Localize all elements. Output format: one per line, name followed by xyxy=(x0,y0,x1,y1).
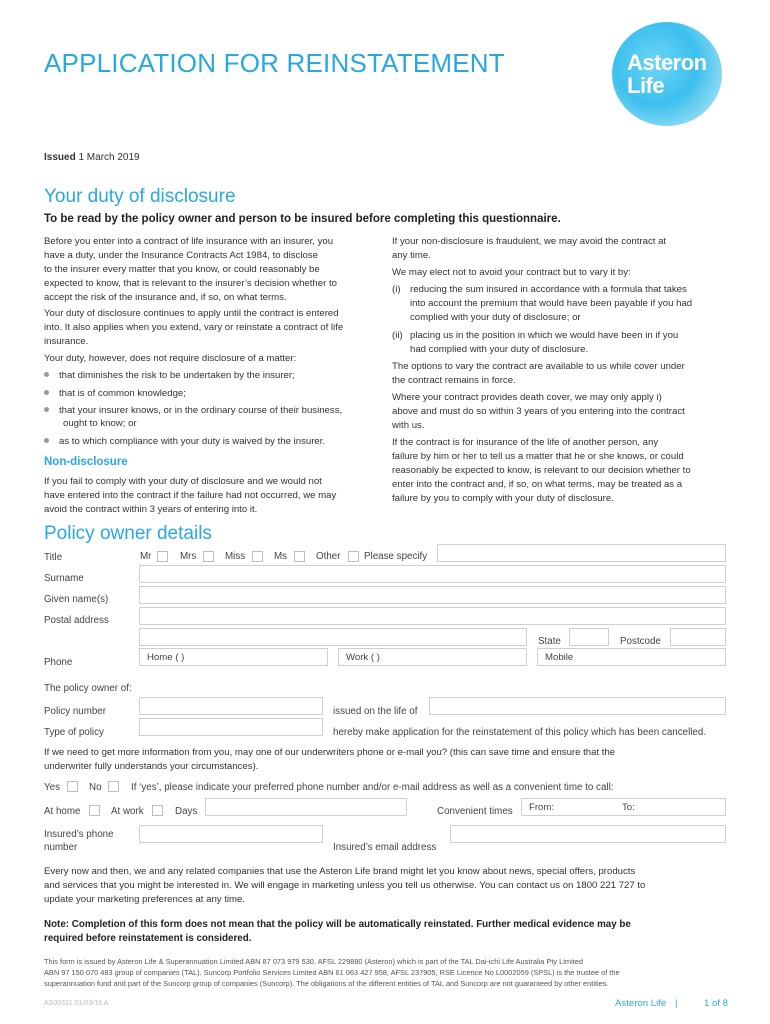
to-label: To: xyxy=(622,802,635,813)
postal-address-field-2[interactable] xyxy=(139,628,527,646)
mobile-label: Mobile xyxy=(545,652,574,663)
item-i-number: (i) xyxy=(392,284,401,295)
issued-date-value: 1 March 2019 xyxy=(78,152,140,163)
days-label: Days xyxy=(175,806,198,817)
text-line: If you fail to comply with your duty of disclosure and we would not xyxy=(44,476,322,487)
at-work-checkbox[interactable] xyxy=(152,805,163,816)
nondisclosure-heading: Non-disclosure xyxy=(44,456,128,468)
bullet-dot-icon xyxy=(44,438,49,443)
title-option-miss-label: Miss xyxy=(225,551,246,562)
convenient-times-label: Convenient times xyxy=(437,806,513,817)
text-line: ABN 97 150 070 483 group of companies (TAL). Suncorp Portfolio Services Limited ABN 61 063 427 958, AFSL 237905, RSE Licence No L0002059 (SPSL) is the trustee of the xyxy=(44,968,620,977)
text-line: superannuation fund and part of the Suncorp group of companies (Suncorp). The obligations of the different entities of TAL and Suncorp are not guaranteed by other entities. xyxy=(44,979,609,988)
state-field[interactable] xyxy=(569,628,609,646)
text-line: any time. xyxy=(392,249,431,261)
text-line: Your duty of disclosure continues to apply until the contract is entered xyxy=(44,308,339,319)
title-specify-field[interactable] xyxy=(437,544,726,562)
bullet-text: that is of common knowledge; xyxy=(59,388,186,399)
insured-email-field[interactable] xyxy=(450,825,726,843)
hereby-apply-text: hereby make application for the reinstatement of this policy which has been cancelled. xyxy=(333,727,707,738)
text-line: Before you enter into a contract of life insurance with an insurer, you xyxy=(44,236,334,247)
from-label: From: xyxy=(529,802,555,813)
text-line: If we need to get more information from you, may one of our underwriters phone or e-mail you? (this can save time and ensure that the xyxy=(44,747,616,758)
postal-address-field[interactable] xyxy=(139,607,726,625)
text-line: This form is issued by Asteron Life & Superannuation Limited ABN 87 073 979 530, AFSL 229880 (Asteron) which is part of the TAL Dai-ichi Life Australia Pty Limited xyxy=(44,957,583,966)
convenient-times-field[interactable] xyxy=(521,798,726,816)
home-label: Home ( ) xyxy=(147,652,185,663)
page-title: APPLICATION FOR REINSTATEMENT xyxy=(44,48,505,78)
bullet-item xyxy=(44,436,325,447)
text-line: have entered into the contract if the failure had not occurred, we may xyxy=(44,489,337,501)
footer-separator: | xyxy=(675,998,678,1009)
text-line: had complied with your duty of disclosure. xyxy=(410,343,589,355)
title-option-mrs-label: Mrs xyxy=(180,551,197,562)
at-home-label: At home xyxy=(44,806,81,817)
given-names-field[interactable] xyxy=(139,586,726,604)
text-line: reasonably be expected to know, is relevant to our decision whether to xyxy=(392,464,691,476)
bullet-continuation: ought to know; or xyxy=(63,418,137,429)
disclosure-right-p3 xyxy=(392,360,685,388)
policy-number-field[interactable] xyxy=(139,697,323,715)
disclosure-right-p4 xyxy=(392,391,685,433)
postcode-label: Postcode xyxy=(620,636,661,647)
disclosure-heading: Your duty of disclosure xyxy=(44,186,236,207)
text-line: to the insurer every matter that you know, or could reasonably be xyxy=(44,263,320,275)
logo-text-line2: Life xyxy=(627,73,665,98)
item-i-text xyxy=(410,283,692,325)
text-line: reducing the sum insured in accordance with a formula that takes xyxy=(410,284,687,295)
issued-on-life-label: issued on the life of xyxy=(333,706,418,717)
text-line: above and must do so within 3 years of you entering into the contract xyxy=(392,405,685,417)
insured-phone-label-2: number xyxy=(44,842,78,853)
disclosure-instruction: To be read by the policy owner and person to be insured before completing this questionnaire. xyxy=(44,213,561,225)
text-line: If your non-disclosure is fraudulent, we may avoid the contract at xyxy=(392,236,667,247)
text-line: Every now and then, we and any related companies that use the Asteron Life brand might let you know about news, special offers, products xyxy=(44,866,636,877)
title-other-checkbox[interactable] xyxy=(348,551,359,562)
state-label: State xyxy=(538,636,561,647)
bullet-item xyxy=(44,388,186,399)
reinstatement-note xyxy=(44,918,631,946)
type-of-policy-field[interactable] xyxy=(139,718,323,736)
text-line: update your marketing preferences at any time. xyxy=(44,893,246,905)
surname-field[interactable] xyxy=(139,565,726,583)
text-line: accept the risk of the insurance and, if so, on what terms. xyxy=(44,291,287,303)
if-yes-instruction: If ‘yes’, please indicate your preferred phone number and/or e-mail address as well as a convenient time to call: xyxy=(131,782,614,793)
title-ms-checkbox[interactable] xyxy=(294,551,305,562)
title-miss-checkbox[interactable] xyxy=(252,551,263,562)
text-line: and services that you might be interested in. We will engage in marketing unless you tell us otherwise. You can contact us on 1800 221 727 to xyxy=(44,879,646,891)
text-line: required before reinstatement is considered. xyxy=(44,933,252,944)
disclosure-right-p5 xyxy=(392,436,691,506)
text-line: failure by him or her to tell us a matter that he or she knows, or could xyxy=(392,450,684,462)
text-line: into account the premium that would have been payable if you had xyxy=(410,297,693,309)
disclosure-left-p1 xyxy=(44,235,337,305)
disclosure-left-p2 xyxy=(44,307,343,349)
type-of-policy-label: Type of policy xyxy=(44,727,104,738)
legal-fine-print xyxy=(44,956,620,989)
nondisclosure-text xyxy=(44,475,336,517)
text-line: Your duty, however, does not require disclosure of a matter: xyxy=(44,353,297,364)
issued-label: Issued xyxy=(44,152,76,163)
text-line: into. It also applies when you extend, vary or reinstate a contract of life xyxy=(44,321,344,333)
insured-email-label: Insured’s email address xyxy=(333,842,437,853)
yes-label: Yes xyxy=(44,782,60,793)
title-mr-checkbox[interactable] xyxy=(157,551,168,562)
disclosure-right-p2 xyxy=(392,266,631,280)
footer-brand: Asteron Life xyxy=(615,998,667,1009)
page-number: 1 of 8 xyxy=(704,998,729,1009)
contact-question xyxy=(44,746,615,774)
text-line: with us. xyxy=(392,419,425,431)
item-ii-number: (ii) xyxy=(392,330,403,341)
text-line: The options to vary the contract are available to us while cover under xyxy=(392,361,685,372)
policy-owner-heading: Policy owner details xyxy=(44,523,212,544)
text-line: expected to know, that is relevant to the insurer’s decision whether to xyxy=(44,277,337,289)
title-option-ms-label: Ms xyxy=(274,551,288,562)
text-line: avoid the contract within 3 years of entering into it. xyxy=(44,503,258,515)
days-field[interactable] xyxy=(205,798,407,816)
surname-label: Surname xyxy=(44,573,84,584)
postcode-field[interactable] xyxy=(670,628,726,646)
text-line: Where your contract provides death cover, we may only apply i) xyxy=(392,392,662,403)
no-label: No xyxy=(89,782,102,793)
work-label: Work ( ) xyxy=(346,652,380,663)
phone-label: Phone xyxy=(44,657,73,668)
form-code: AS00331 01/03/19 A xyxy=(44,1000,109,1007)
marketing-text xyxy=(44,865,645,907)
bullet-dot-icon xyxy=(44,407,49,412)
text-line: the contract remains in force. xyxy=(392,374,516,386)
bullet-dot-icon xyxy=(44,372,49,377)
please-specify-label: Please specify xyxy=(364,551,428,562)
bullet-dot-icon xyxy=(44,390,49,395)
text-line: have a duty, under the Insurance Contracts Act 1984, to disclose xyxy=(44,249,318,261)
disclosure-left-p3 xyxy=(44,352,296,366)
given-names-label: Given name(s) xyxy=(44,594,109,605)
issued-date xyxy=(44,152,140,163)
policy-number-label: Policy number xyxy=(44,706,107,717)
at-home-checkbox[interactable] xyxy=(89,805,100,816)
insured-phone-field[interactable] xyxy=(139,825,323,843)
policy-owner-of-label: The policy owner of: xyxy=(44,683,132,694)
text-line: failure by you to comply with your duty of disclosure. xyxy=(392,492,614,504)
disclosure-right-p1 xyxy=(392,235,666,263)
bullet-text: that diminishes the risk to be undertaken by the insurer; xyxy=(59,370,295,381)
text-line: placing us in the position in which we would have been in if you xyxy=(410,330,679,341)
contact-no-checkbox[interactable] xyxy=(108,781,119,792)
title-label: Title xyxy=(44,552,63,563)
bullet-item xyxy=(44,370,295,381)
logo-text-line1: Asteron xyxy=(627,50,707,75)
text-line: Note: Completion of this form does not mean that the policy will be automatically reinstated. Further medical evidence may be xyxy=(44,919,631,930)
title-option-other-label: Other xyxy=(316,551,341,562)
title-option-mr-label: Mr xyxy=(140,551,152,562)
text-line: enter into the contract and, if so, on what terms, may be treated as a xyxy=(392,478,683,490)
text-line: insurance. xyxy=(44,335,89,347)
bullet-text: that your insurer knows, or in the ordinary course of their business, xyxy=(59,405,343,416)
postal-address-label: Postal address xyxy=(44,615,109,626)
text-line: We may elect not to avoid your contract but to vary it by: xyxy=(392,267,631,278)
phone-work-field[interactable] xyxy=(338,648,527,666)
insured-phone-label: Insured’s phone xyxy=(44,829,114,840)
text-line: underwriter fully understands your circumstances). xyxy=(44,760,259,772)
text-line: complied with your duty of disclosure; or xyxy=(410,311,581,323)
contact-yes-checkbox[interactable] xyxy=(67,781,78,792)
bullet-text: as to which compliance with your duty is waived by the insurer. xyxy=(59,436,326,447)
at-work-label: At work xyxy=(111,806,144,817)
item-ii-text xyxy=(410,329,678,357)
phone-home-field[interactable] xyxy=(139,648,328,666)
phone-mobile-field[interactable] xyxy=(537,648,726,666)
bullet-item xyxy=(44,405,342,416)
issued-on-life-field[interactable] xyxy=(429,697,726,715)
text-line: If the contract is for insurance of the life of another person, any xyxy=(392,437,659,448)
title-mrs-checkbox[interactable] xyxy=(203,551,214,562)
